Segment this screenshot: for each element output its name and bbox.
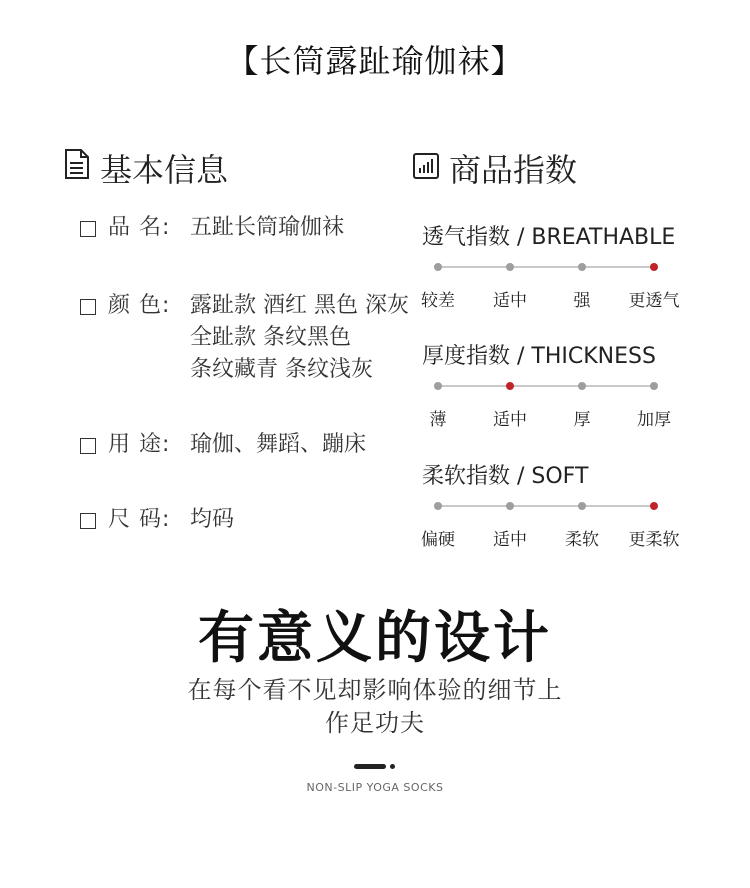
soft-level-dot-selected [650, 502, 658, 510]
design-subtitle-line1: 在每个看不见却影响体验的细节上 [187, 676, 563, 704]
page-title: 【长筒露趾瑜伽袜】 [226, 42, 524, 80]
thickness-level-label: 薄 [429, 410, 447, 430]
info-row-usage [80, 429, 366, 461]
thickness-level-dot [578, 382, 586, 390]
soft-scale [421, 505, 680, 550]
thickness-level-label: 厚 [573, 410, 591, 430]
breathable-level-dot [434, 263, 442, 271]
soft-level-dot [578, 502, 586, 510]
thickness-level-label: 加厚 [637, 410, 671, 430]
thickness-title: 厚度指数 / THICKNESS [422, 344, 656, 369]
divider-dot [390, 764, 395, 769]
info-value: 瑜伽、舞蹈、蹦床 [190, 432, 367, 457]
bar-chart-icon [413, 149, 439, 187]
soft-level-label: 更柔软 [628, 530, 680, 550]
checkbox-icon [80, 513, 96, 529]
breathable-title: 透气指数 / BREATHABLE [422, 225, 676, 250]
info-value: 五趾长筒瑜伽袜 [190, 215, 345, 240]
basic-info-title: 基本信息 [100, 151, 229, 189]
basic-info-heading [64, 145, 228, 191]
divider-ornament [354, 764, 395, 769]
product-index-heading [413, 145, 577, 191]
info-label: 尺 码: [108, 507, 171, 532]
info-row-color [80, 290, 409, 386]
info-row-size [80, 504, 234, 536]
thickness-scale [429, 385, 671, 430]
product-index-title: 商品指数 [449, 151, 578, 189]
design-heading: 有意义的设计 [198, 606, 552, 671]
document-icon [64, 149, 90, 187]
thickness-level-dot [650, 382, 658, 390]
thickness-level-dot [434, 382, 442, 390]
soft-level-label: 偏硬 [421, 530, 455, 550]
breathable-scale [421, 266, 680, 311]
breathable-level-label: 适中 [493, 291, 527, 311]
design-subtitle-line2: 作足功夫 [325, 709, 425, 737]
tagline: NON-SLIP YOGA SOCKS [306, 781, 444, 794]
breathable-level-label: 更透气 [628, 291, 680, 311]
soft-title: 柔软指数 / SOFT [422, 464, 589, 489]
info-value: 均码 [190, 507, 235, 532]
info-value: 露趾款 酒红 黑色 深灰 全趾款 条纹黑色 条纹藏青 条纹浅灰 [190, 293, 409, 382]
thickness-level-label: 适中 [493, 410, 527, 430]
checkbox-icon [80, 299, 96, 315]
soft-level-dot [434, 502, 442, 510]
soft-level-label: 适中 [493, 530, 527, 550]
soft-level-dot [506, 502, 514, 510]
thickness-level-dot-selected [506, 382, 514, 390]
breathable-level-label: 较差 [421, 291, 455, 311]
info-label: 用 途: [108, 432, 171, 457]
breathable-level-label: 强 [573, 291, 591, 311]
breathable-level-dot [578, 263, 586, 271]
breathable-level-dot-selected [650, 263, 658, 271]
soft-level-label: 柔软 [565, 530, 599, 550]
breathable-level-dot [506, 263, 514, 271]
divider-bar [354, 764, 386, 769]
info-label: 颜 色: [108, 293, 171, 318]
checkbox-icon [80, 221, 96, 237]
info-row-name [80, 212, 344, 244]
checkbox-icon [80, 438, 96, 454]
info-label: 品 名: [108, 215, 171, 240]
